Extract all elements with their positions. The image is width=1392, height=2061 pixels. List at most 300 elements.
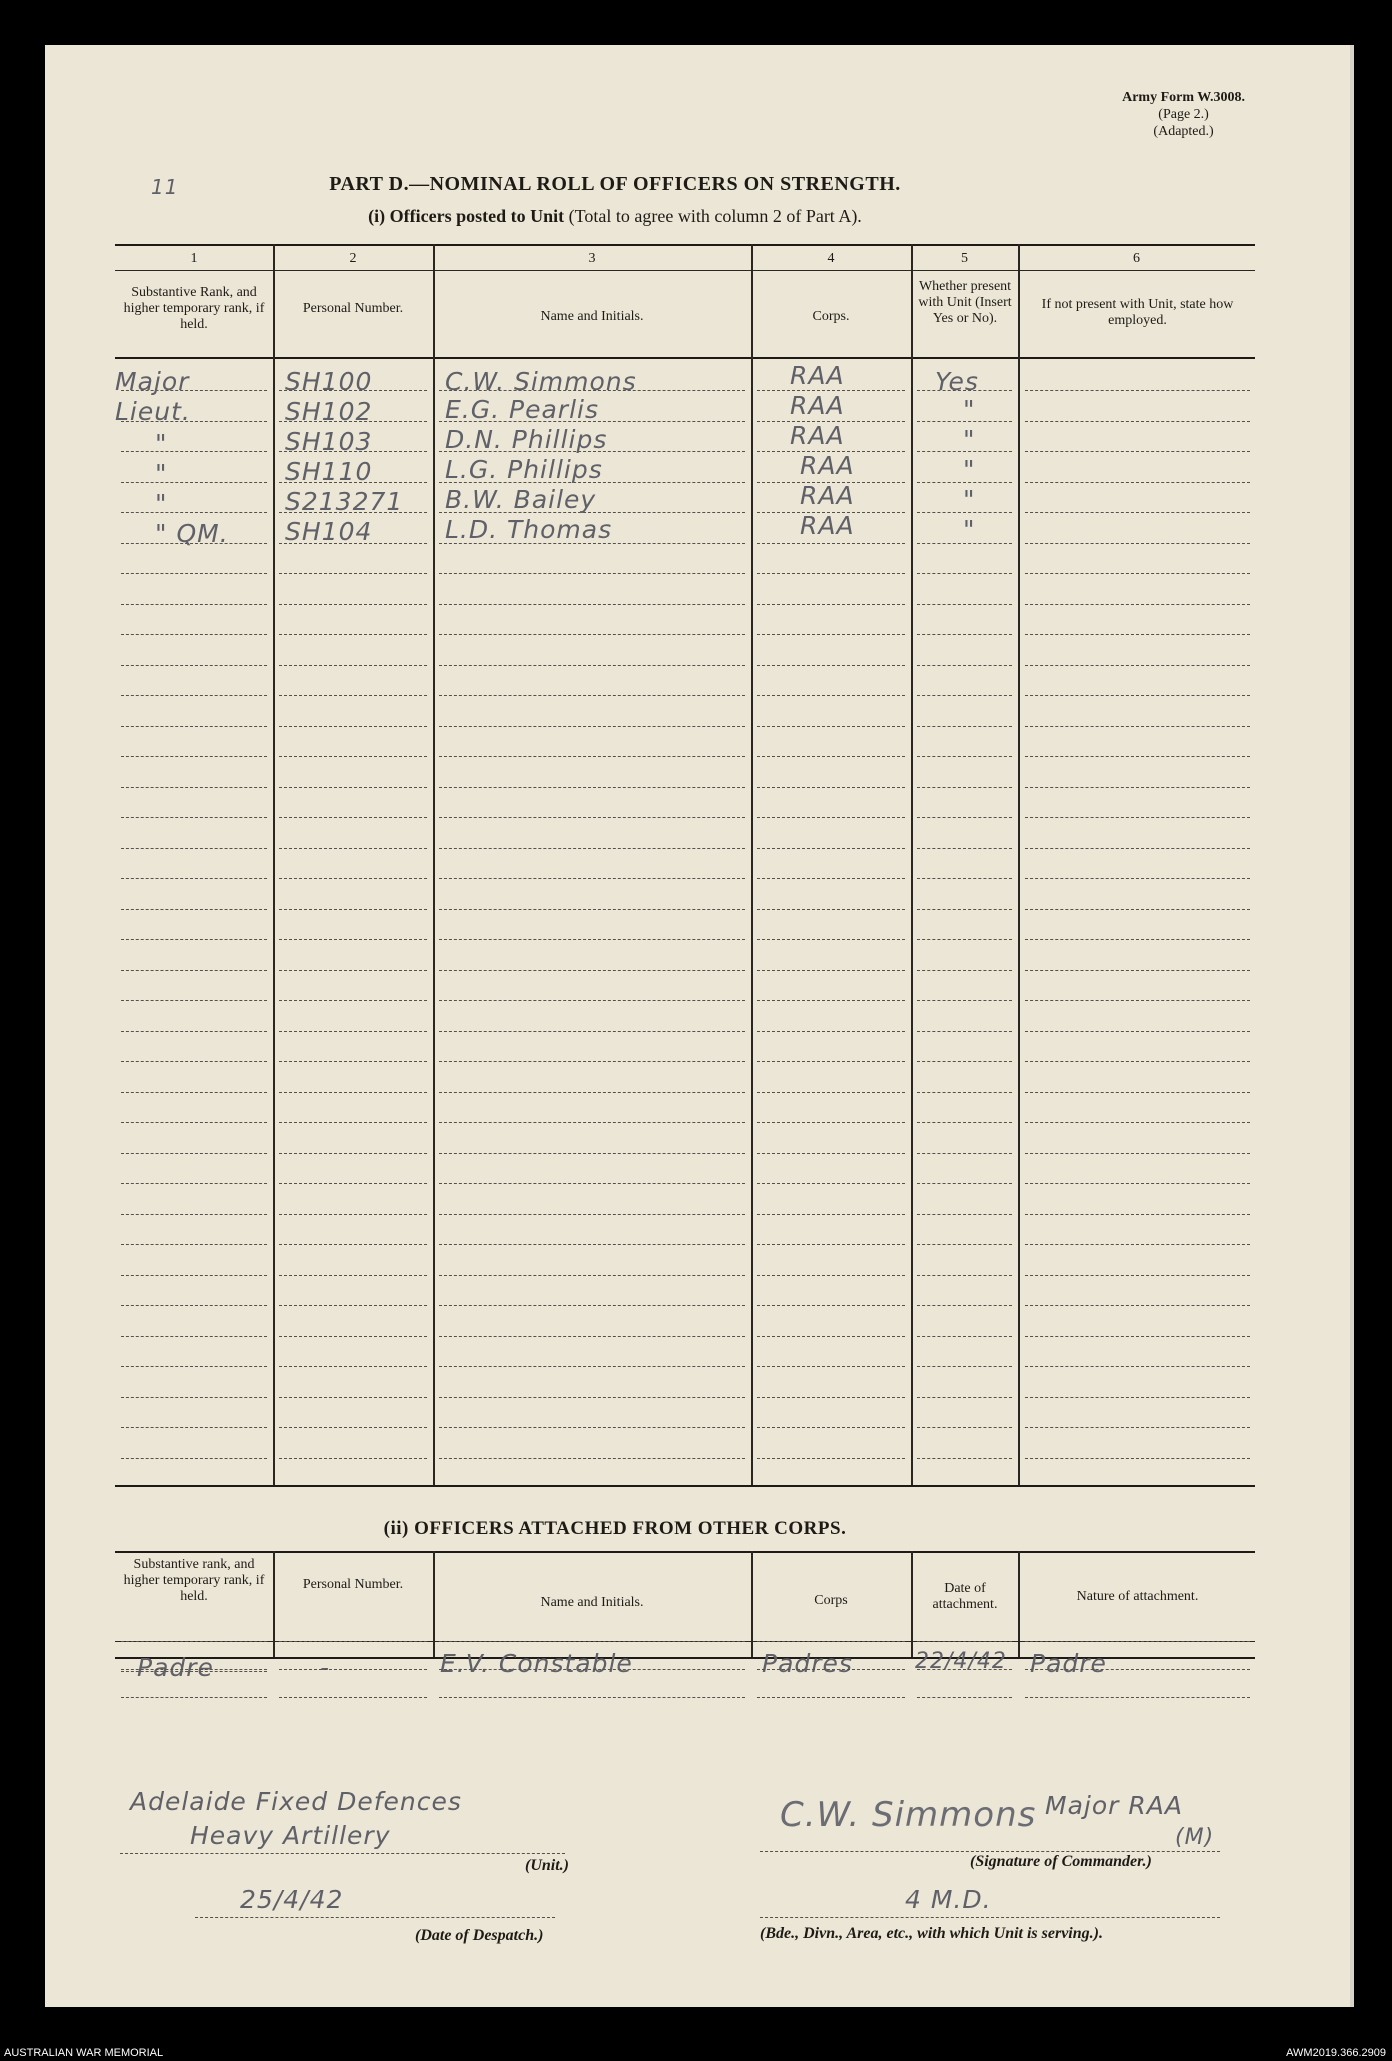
posted-rule-30-5 (1025, 1305, 1250, 1306)
posted-rule-23-2 (439, 1092, 745, 1093)
posted-rule-12-2 (439, 756, 745, 757)
attached-header-personal-number: Personal Number. (302, 1577, 404, 1592)
posted-rule-34-3 (757, 1427, 905, 1428)
posted-rule-31-5 (1025, 1336, 1250, 1337)
posted-rule-19-3 (757, 970, 905, 971)
posted-rule-24-4 (917, 1122, 1012, 1123)
row-2-present: " (963, 395, 976, 424)
posted-rule-33-0 (121, 1397, 267, 1398)
posted-rule-30-0 (121, 1305, 267, 1306)
header-personal-number: Personal Number. (302, 301, 404, 316)
posted-rule-32-4 (917, 1366, 1012, 1367)
row-6-present: " (963, 515, 976, 544)
posted-rule-13-1 (279, 787, 427, 788)
attached-rule-2-4 (917, 1697, 1012, 1698)
posted-rule-21-1 (279, 1031, 427, 1032)
signature-rank: Major RAA (1045, 1791, 1183, 1820)
posted-rule-6-4 (917, 573, 1012, 574)
posted-rule-34-1 (279, 1427, 427, 1428)
column-number-2: 2 (349, 251, 357, 266)
despatch-date-label: (Date of Despatch.) (415, 1927, 544, 1944)
corner-pencil-mark: 11 (151, 175, 179, 199)
posted-rule-32-0 (121, 1366, 267, 1367)
posted-rule-7-3 (757, 604, 905, 605)
posted-rule-35-4 (917, 1458, 1012, 1459)
posted-rule-23-4 (917, 1092, 1012, 1093)
attached-col-divider-1 (273, 1551, 275, 1657)
attached-top-rule (115, 1551, 1255, 1553)
posted-rule-21-2 (439, 1031, 745, 1032)
posted-rule-12-0 (121, 756, 267, 757)
row-1-number: SH100 (285, 367, 373, 396)
posted-rule-20-0 (121, 1000, 267, 1001)
posted-rule-33-4 (917, 1397, 1012, 1398)
posted-rule-24-0 (121, 1122, 267, 1123)
posted-rule-8-2 (439, 634, 745, 635)
posted-rule-29-1 (279, 1275, 427, 1276)
header-how-employed: If not present with Unit, state how employed. (1041, 297, 1234, 328)
posted-rule-35-5 (1025, 1458, 1250, 1459)
adjacent-page-edge (1350, 45, 1354, 2007)
attached-header-rank: Substantive rank, and higher temporary rank, if held. (123, 1557, 265, 1604)
posted-rule-10-3 (757, 695, 905, 696)
posted-rule-15-1 (279, 848, 427, 849)
row-3-present: " (963, 425, 976, 454)
attached-rule-1-5 (1025, 1669, 1250, 1670)
unit-value-line-2: Heavy Artillery (190, 1821, 391, 1850)
row-2-rank: Lieut. (115, 397, 191, 426)
posted-rule-16-2 (439, 878, 745, 879)
attached-rule-2-0 (121, 1697, 267, 1698)
column-number-4: 4 (827, 251, 835, 266)
posted-rule-32-1 (279, 1366, 427, 1367)
posted-rule-15-2 (439, 848, 745, 849)
row-5-rank: " (155, 489, 168, 518)
posted-rule-0-5 (1025, 390, 1250, 391)
posted-rule-27-3 (757, 1214, 905, 1215)
despatch-date-value: 25/4/42 (240, 1885, 344, 1914)
posted-rule-30-1 (279, 1305, 427, 1306)
posted-rule-26-0 (121, 1183, 267, 1184)
posted-rule-8-5 (1025, 634, 1250, 635)
attached-rule-0-3 (757, 1641, 905, 1642)
posted-rule-13-5 (1025, 787, 1250, 788)
row-5-number: S213271 (285, 487, 404, 516)
posted-rule-31-4 (917, 1336, 1012, 1337)
column-number-6: 6 (1133, 251, 1140, 266)
signature-note: (M) (1175, 1825, 1215, 1850)
posted-rule-17-5 (1025, 909, 1250, 910)
attached-rule-0-1 (279, 1641, 427, 1642)
posted-rule-34-2 (439, 1427, 745, 1428)
posted-rule-22-1 (279, 1061, 427, 1062)
posted-rule-24-1 (279, 1122, 427, 1123)
row-4-present: " (963, 455, 976, 484)
posted-rule-7-1 (279, 604, 427, 605)
posted-rule-26-3 (757, 1183, 905, 1184)
posted-rule-17-3 (757, 909, 905, 910)
attached-rule-2-3 (757, 1697, 905, 1698)
posted-rule-13-3 (757, 787, 905, 788)
attached-rule-2-2 (439, 1697, 745, 1698)
signature-line (760, 1851, 1220, 1852)
attached-header-name: Name and Initials. (540, 1595, 644, 1610)
posted-rule-16-0 (121, 878, 267, 879)
posted-rule-9-4 (917, 665, 1012, 666)
posted-rule-9-1 (279, 665, 427, 666)
column-number-1: 1 (190, 251, 198, 266)
posted-rule-28-4 (917, 1244, 1012, 1245)
posted-rule-29-5 (1025, 1275, 1250, 1276)
posted-rule-28-5 (1025, 1244, 1250, 1245)
col-divider-5 (1018, 244, 1020, 1485)
unit-line (120, 1853, 565, 1854)
posted-rule-3-0 (121, 482, 267, 483)
posted-rule-14-4 (917, 817, 1012, 818)
posted-rule-35-3 (757, 1458, 905, 1459)
posted-rule-31-1 (279, 1336, 427, 1337)
posted-rule-10-1 (279, 695, 427, 696)
posted-rule-20-3 (757, 1000, 905, 1001)
posted-rule-20-4 (917, 1000, 1012, 1001)
subtitle-rest: (Total to agree with column 2 of Part A). (564, 206, 862, 226)
attached-rule-0-4 (917, 1641, 1012, 1642)
commander-signature: C.W. Simmons (780, 1795, 1037, 1835)
posted-rule-27-0 (121, 1214, 267, 1215)
posted-rule-12-4 (917, 756, 1012, 757)
posted-rule-19-2 (439, 970, 745, 971)
posted-rule-31-0 (121, 1336, 267, 1337)
posted-rule-18-1 (279, 939, 427, 940)
posted-rule-16-5 (1025, 878, 1250, 879)
attached-rule-2-5 (1025, 1697, 1250, 1698)
posted-rule-12-3 (757, 756, 905, 757)
row-5-corps: RAA (800, 481, 855, 510)
posted-rule-13-2 (439, 787, 745, 788)
row-4-rank: " (155, 459, 168, 488)
posted-rule-8-0 (121, 634, 267, 635)
col-divider-1 (273, 244, 275, 1485)
posted-rule-15-0 (121, 848, 267, 849)
posted-rule-27-5 (1025, 1214, 1250, 1215)
unit-label: (Unit.) (525, 1857, 569, 1874)
posted-rule-14-1 (279, 817, 427, 818)
attached-header-date: Date of attachment. (932, 1581, 998, 1612)
attached-row-1-number: - (320, 1653, 331, 1682)
col-divider-2 (433, 244, 435, 1485)
posted-rule-25-5 (1025, 1153, 1250, 1154)
posted-rule-19-1 (279, 970, 427, 971)
formation-label: (Bde., Divn., Area, etc., with which Unit is serving.). (760, 1925, 1103, 1942)
posted-rule-8-3 (757, 634, 905, 635)
posted-rule-34-0 (121, 1427, 267, 1428)
posted-rule-10-5 (1025, 695, 1250, 696)
posted-rule-26-5 (1025, 1183, 1250, 1184)
attached-rule-1-4 (917, 1669, 1012, 1670)
formation-value: 4 M.D. (905, 1885, 992, 1914)
posted-rule-25-0 (121, 1153, 267, 1154)
posted-rule-32-3 (757, 1366, 905, 1367)
attached-rule-0-2 (439, 1641, 745, 1642)
posted-rule-11-0 (121, 726, 267, 727)
posted-rule-26-4 (917, 1183, 1012, 1184)
posted-rule-23-5 (1025, 1092, 1250, 1093)
attached-header-corps: Corps (814, 1593, 848, 1608)
posted-rule-28-0 (121, 1244, 267, 1245)
posted-rule-23-1 (279, 1092, 427, 1093)
row-4-corps: RAA (800, 451, 855, 480)
posted-rule-13-0 (121, 787, 267, 788)
posted-rule-35-2 (439, 1458, 745, 1459)
posted-rule-9-2 (439, 665, 745, 666)
posted-rule-6-0 (121, 573, 267, 574)
posted-rule-6-3 (757, 573, 905, 574)
posted-rule-20-5 (1025, 1000, 1250, 1001)
header-name: Name and Initials. (540, 309, 644, 324)
posted-rule-33-3 (757, 1397, 905, 1398)
part-d-title: PART D.—NOMINAL ROLL OF OFFICERS ON STRENGTH. (329, 173, 901, 195)
form-page: (Page 2.) (1158, 107, 1209, 122)
posted-rule-31-3 (757, 1336, 905, 1337)
part-d-subtitle (45, 206, 1185, 227)
posted-rule-17-2 (439, 909, 745, 910)
table-bottom-rule (115, 1485, 1255, 1487)
posted-rule-29-2 (439, 1275, 745, 1276)
posted-rule-32-5 (1025, 1366, 1250, 1367)
posted-rule-29-4 (917, 1275, 1012, 1276)
posted-rule-17-0 (121, 909, 267, 910)
posted-rule-12-5 (1025, 756, 1250, 757)
posted-rule-21-5 (1025, 1031, 1250, 1032)
row-4-number: SH110 (285, 457, 373, 486)
posted-rule-14-3 (757, 817, 905, 818)
posted-rule-2-5 (1025, 451, 1250, 452)
column-number-5: 5 (961, 251, 968, 266)
posted-rule-24-3 (757, 1122, 905, 1123)
posted-rule-35-0 (121, 1458, 267, 1459)
posted-rule-8-4 (917, 634, 1012, 635)
posted-rule-28-3 (757, 1244, 905, 1245)
column-number-3: 3 (588, 251, 596, 266)
posted-rule-33-1 (279, 1397, 427, 1398)
posted-rule-30-2 (439, 1305, 745, 1306)
attached-header-nature: Nature of attachment. (1076, 1589, 1199, 1604)
posted-rule-10-4 (917, 695, 1012, 696)
header-corps: Corps. (812, 309, 850, 324)
posted-rule-22-2 (439, 1061, 745, 1062)
form-adapted: (Adapted.) (1153, 124, 1214, 139)
col-divider-4 (911, 244, 913, 1485)
posted-rule-24-2 (439, 1122, 745, 1123)
row-5-present: " (963, 485, 976, 514)
form-identifier (1122, 89, 1245, 140)
posted-rule-19-4 (917, 970, 1012, 971)
posted-rule-22-5 (1025, 1061, 1250, 1062)
attached-rule-1-0 (121, 1669, 267, 1670)
subtitle-bold: (i) Officers posted to Unit (368, 206, 565, 226)
posted-rule-11-1 (279, 726, 427, 727)
posted-rule-17-1 (279, 909, 427, 910)
posted-rule-23-0 (121, 1092, 267, 1093)
posted-rule-18-3 (757, 939, 905, 940)
row-6-rank: " QM. (155, 519, 229, 548)
posted-rule-22-4 (917, 1061, 1012, 1062)
header-present: Whether present with Unit (Insert Yes or No). (918, 279, 1012, 326)
posted-rule-14-2 (439, 817, 745, 818)
posted-rule-7-4 (917, 604, 1012, 605)
posted-rule-27-1 (279, 1214, 427, 1215)
row-6-corps: RAA (800, 511, 855, 540)
attached-rule-1-2 (439, 1669, 745, 1670)
row-3-rank: " (155, 429, 168, 458)
posted-rule-17-4 (917, 909, 1012, 910)
archive-institution: AUSTRALIAN WAR MEMORIAL (4, 2047, 164, 2059)
posted-rule-28-2 (439, 1244, 745, 1245)
posted-rule-6-2 (439, 573, 745, 574)
posted-rule-25-2 (439, 1153, 745, 1154)
attached-rule-2-1 (279, 1697, 427, 1698)
posted-rule-25-3 (757, 1153, 905, 1154)
posted-rule-11-3 (757, 726, 905, 727)
archive-reference: AWM2019.366.2909 (1286, 2047, 1386, 2059)
posted-rule-7-0 (121, 604, 267, 605)
signature-label: (Signature of Commander.) (970, 1853, 1152, 1870)
attached-row-1-name: E.V. Constable (440, 1649, 633, 1678)
row-2-number: SH102 (285, 397, 373, 426)
posted-rule-21-0 (121, 1031, 267, 1032)
column-number-rule (115, 270, 1255, 271)
posted-rule-18-4 (917, 939, 1012, 940)
posted-rule-10-2 (439, 695, 745, 696)
row-3-name: D.N. Phillips (445, 425, 608, 454)
posted-rule-7-2 (439, 604, 745, 605)
posted-rule-4-5 (1025, 512, 1250, 513)
posted-rule-9-5 (1025, 665, 1250, 666)
posted-rule-15-4 (917, 848, 1012, 849)
posted-rule-5-5 (1025, 543, 1250, 544)
posted-rule-10-0 (121, 695, 267, 696)
posted-rule-29-3 (757, 1275, 905, 1276)
posted-rule-18-0 (121, 939, 267, 940)
posted-rule-16-3 (757, 878, 905, 879)
posted-rule-33-2 (439, 1397, 745, 1398)
posted-rule-28-1 (279, 1244, 427, 1245)
table-top-rule (115, 244, 1255, 246)
posted-rule-1-5 (1025, 421, 1250, 422)
posted-rule-4-0 (121, 512, 267, 513)
posted-rule-5-3 (757, 543, 905, 544)
posted-rule-13-4 (917, 787, 1012, 788)
attached-rule-0-0 (121, 1641, 267, 1642)
posted-rule-31-2 (439, 1336, 745, 1337)
posted-rule-11-5 (1025, 726, 1250, 727)
posted-rule-20-2 (439, 1000, 745, 1001)
row-6-name: L.D. Thomas (445, 515, 613, 544)
posted-rule-9-0 (121, 665, 267, 666)
posted-rule-30-3 (757, 1305, 905, 1306)
col-divider-3 (751, 244, 753, 1485)
row-6-number: SH104 (285, 517, 373, 546)
posted-rule-11-4 (917, 726, 1012, 727)
attached-rule-1-3 (757, 1669, 905, 1670)
posted-rule-29-0 (121, 1275, 267, 1276)
posted-rule-27-4 (917, 1214, 1012, 1215)
posted-rule-14-0 (121, 817, 267, 818)
row-1-name: C.W. Simmons (445, 367, 637, 396)
posted-rule-24-5 (1025, 1122, 1250, 1123)
posted-rule-2-0 (121, 451, 267, 452)
row-1-corps: RAA (790, 361, 845, 390)
posted-rule-3-5 (1025, 482, 1250, 483)
posted-rule-16-4 (917, 878, 1012, 879)
attached-title: (ii) OFFICERS ATTACHED FROM OTHER CORPS. (383, 1518, 847, 1539)
posted-rule-34-4 (917, 1427, 1012, 1428)
posted-rule-15-5 (1025, 848, 1250, 849)
row-3-corps: RAA (790, 421, 845, 450)
posted-rule-26-2 (439, 1183, 745, 1184)
posted-rule-21-4 (917, 1031, 1012, 1032)
row-4-name: L.G. Phillips (445, 455, 603, 484)
header-rank: Substantive Rank, and higher temporary rank, if held. (123, 285, 265, 332)
header-bottom-rule (115, 357, 1255, 359)
posted-rule-19-0 (121, 970, 267, 971)
posted-rule-22-0 (121, 1061, 267, 1062)
posted-rule-6-5 (1025, 573, 1250, 574)
posted-rule-8-1 (279, 634, 427, 635)
posted-rule-15-3 (757, 848, 905, 849)
posted-rule-18-2 (439, 939, 745, 940)
posted-rule-7-5 (1025, 604, 1250, 605)
posted-rule-23-3 (757, 1092, 905, 1093)
posted-rule-25-4 (917, 1153, 1012, 1154)
row-3-number: SH103 (285, 427, 373, 456)
posted-rule-22-3 (757, 1061, 905, 1062)
posted-rule-32-2 (439, 1366, 745, 1367)
posted-rule-19-5 (1025, 970, 1250, 971)
row-1-present: Yes (935, 367, 979, 396)
posted-rule-35-1 (279, 1458, 427, 1459)
posted-rule-16-1 (279, 878, 427, 879)
form-number: Army Form W.3008. (1122, 90, 1245, 105)
unit-value-line-1: Adelaide Fixed Defences (130, 1787, 462, 1816)
posted-rule-20-1 (279, 1000, 427, 1001)
attached-rule-1-1 (279, 1669, 427, 1670)
attached-row-1-rank: Padre (137, 1653, 214, 1682)
posted-rule-30-4 (917, 1305, 1012, 1306)
posted-rule-26-1 (279, 1183, 427, 1184)
attached-row-1-date: 22/4/42 (915, 1649, 1007, 1674)
posted-rule-25-1 (279, 1153, 427, 1154)
posted-rule-27-2 (439, 1214, 745, 1215)
attached-row-1-corps: Padres (762, 1649, 853, 1678)
formation-line (760, 1917, 1220, 1918)
form-sheet (45, 45, 1350, 2007)
posted-rule-14-5 (1025, 817, 1250, 818)
posted-rule-12-1 (279, 756, 427, 757)
row-2-name: E.G. Pearlis (445, 395, 599, 424)
posted-rule-11-2 (439, 726, 745, 727)
posted-rule-21-3 (757, 1031, 905, 1032)
posted-rule-6-1 (279, 573, 427, 574)
attached-rule-0-5 (1025, 1641, 1250, 1642)
row-2-corps: RAA (790, 391, 845, 420)
posted-rule-34-5 (1025, 1427, 1250, 1428)
row-5-name: B.W. Bailey (445, 485, 597, 514)
posted-rule-9-3 (757, 665, 905, 666)
attached-row-1-nature: Padre (1030, 1649, 1107, 1678)
row-1-rank: Major (115, 367, 190, 396)
posted-rule-18-5 (1025, 939, 1250, 940)
